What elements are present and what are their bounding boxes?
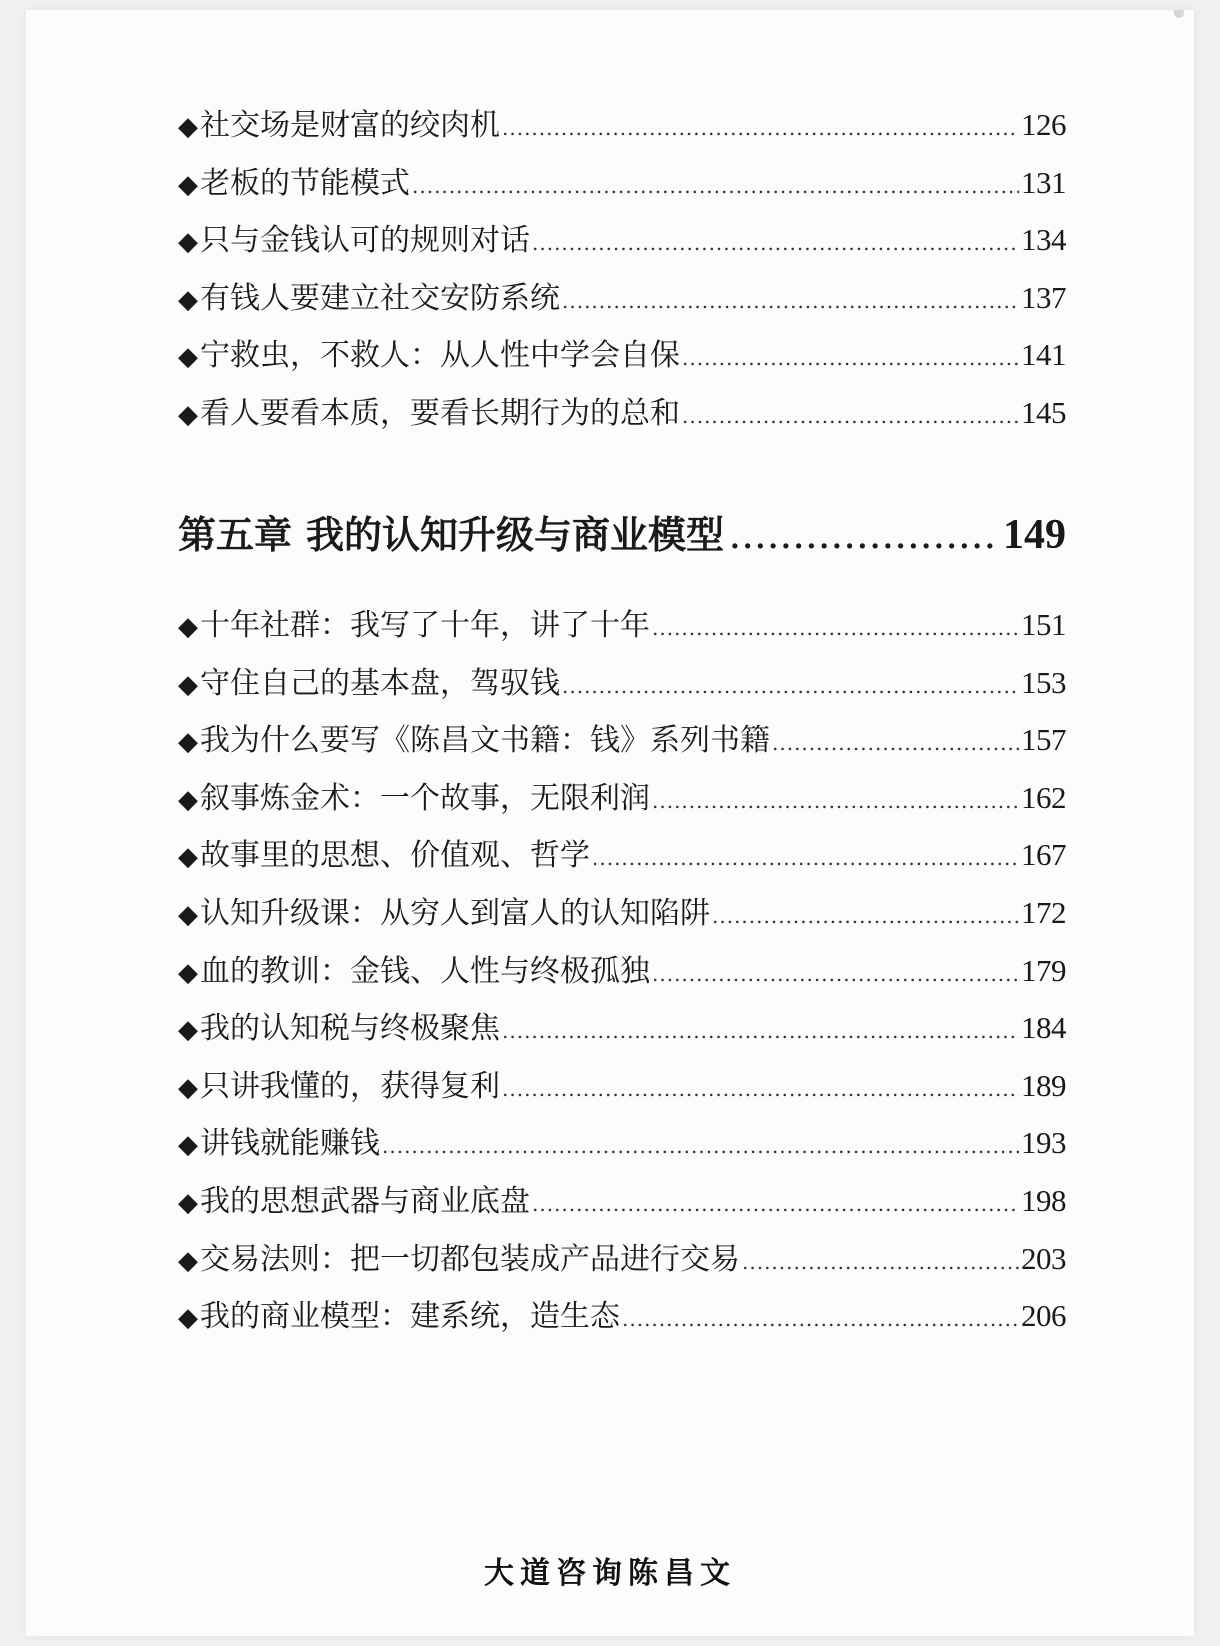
diamond-bullet-icon: ◆ — [178, 1130, 198, 1161]
toc-entry-page: 151 — [1021, 607, 1066, 642]
toc-entry — [178, 942, 1066, 1000]
dot-leader — [382, 1118, 1019, 1176]
dot-leader — [502, 100, 1019, 158]
diamond-bullet-icon: ◆ — [178, 1187, 198, 1218]
toc-entry-title: 有钱人要建立社交安防系统 — [200, 280, 560, 316]
dot-leader — [652, 946, 1019, 1004]
diamond-bullet-icon: ◆ — [178, 284, 198, 315]
toc-entry-page: 126 — [1021, 107, 1066, 142]
toc-entry-page: 137 — [1021, 279, 1066, 315]
dot-leader — [532, 1176, 1019, 1234]
toc-entry — [178, 96, 1066, 154]
toc-entry — [178, 884, 1066, 942]
toc-entry-page: 184 — [1021, 1010, 1066, 1046]
diamond-bullet-icon: ◆ — [178, 784, 198, 815]
dot-leader — [622, 1291, 1019, 1349]
diamond-bullet-icon: ◆ — [178, 227, 198, 258]
diamond-bullet-icon: ◆ — [178, 1072, 198, 1103]
diamond-bullet-icon: ◆ — [178, 1015, 198, 1046]
dot-leader — [772, 715, 1019, 773]
toc-entry — [178, 1287, 1066, 1345]
toc-entry — [178, 596, 1066, 654]
toc-entry-title: 交易法则：把一切都包装成产品进行交易 — [200, 1241, 740, 1277]
toc-entry-page: 198 — [1021, 1182, 1066, 1218]
toc-entry-title: 故事里的思想、价值观、哲学 — [200, 838, 590, 874]
toc-entry-page: 141 — [1021, 337, 1066, 373]
toc-entry-page: 193 — [1021, 1125, 1066, 1161]
toc-entry — [178, 269, 1066, 327]
toc-entry-page: 206 — [1021, 1298, 1066, 1334]
dot-leader — [742, 1234, 1019, 1292]
toc-entry — [178, 1057, 1066, 1115]
toc-entry-title: 我的思想武器与商业底盘 — [200, 1183, 530, 1219]
toc-entry — [178, 326, 1066, 384]
diamond-bullet-icon: ◆ — [178, 169, 198, 200]
chapter-label: 第五章 — [178, 512, 293, 557]
dot-leader — [712, 888, 1019, 946]
toc-entry-title: 认知升级课：从穷人到富人的认知陷阱 — [200, 895, 710, 931]
chapter-title: 我的认知升级与商业模型 — [306, 512, 725, 557]
toc-entry — [178, 1230, 1066, 1288]
toc-entry-page: 131 — [1021, 164, 1066, 200]
dot-leader — [412, 158, 1019, 216]
toc-entry-title: 讲钱就能赚钱 — [200, 1126, 380, 1162]
diamond-bullet-icon: ◆ — [178, 1245, 198, 1276]
diamond-bullet-icon: ◆ — [178, 112, 198, 142]
toc-entry — [178, 1172, 1066, 1230]
toc-entry — [178, 384, 1066, 442]
toc-entry-page: 153 — [1021, 664, 1066, 700]
toc-entry — [178, 826, 1066, 884]
toc-entry — [178, 1114, 1066, 1172]
toc-entry-page: 145 — [1021, 394, 1066, 430]
diamond-bullet-icon: ◆ — [178, 957, 198, 988]
toc-entry-page: 167 — [1021, 837, 1066, 873]
toc-entry-title: 老板的节能模式 — [200, 165, 410, 201]
toc-entry — [178, 211, 1066, 269]
toc-entry-title: 宁救虫，不救人：从人性中学会自保 — [200, 338, 680, 374]
toc-entry — [178, 654, 1066, 712]
toc-entry — [178, 769, 1066, 827]
diamond-bullet-icon: ◆ — [178, 842, 198, 873]
chapter-heading — [178, 500, 1066, 570]
toc-entry-title: 叙事炼金术：一个故事，无限利润 — [200, 780, 650, 816]
dot-leader — [532, 215, 1019, 273]
toc-entry-title: 十年社群：我写了十年，讲了十年 — [200, 608, 650, 643]
toc-entry-page: 189 — [1021, 1067, 1066, 1103]
corner-mark — [1174, 10, 1184, 18]
diamond-bullet-icon: ◆ — [178, 669, 198, 700]
toc-entry-page: 179 — [1021, 952, 1066, 988]
dot-leader — [562, 658, 1019, 716]
toc-entry-page: 172 — [1021, 894, 1066, 930]
toc-entry — [178, 999, 1066, 1057]
toc-entry-title: 我为什么要写《陈昌文书籍：钱》系列书籍 — [200, 723, 770, 759]
dot-leader — [502, 1003, 1019, 1061]
toc-list-previous-chapter — [178, 96, 1066, 442]
toc-entry-page: 203 — [1021, 1240, 1066, 1276]
chapter-page: 149 — [1003, 512, 1066, 558]
dot-leader — [652, 773, 1019, 831]
toc-entry-title: 只讲我懂的，获得复利 — [200, 1068, 500, 1104]
toc-entry-title: 我的商业模型：建系统，造生态 — [200, 1299, 620, 1335]
toc-entry-title: 看人要看本质，要看长期行为的总和 — [200, 395, 680, 431]
diamond-bullet-icon: ◆ — [178, 727, 198, 758]
toc-list-chapter-five — [178, 596, 1066, 1345]
toc-entry-title: 社交场是财富的绞肉机 — [200, 108, 500, 143]
dot-leader — [652, 600, 1019, 658]
dot-leader — [502, 1061, 1019, 1119]
toc-entry-title: 我的认知税与终极聚焦 — [200, 1011, 500, 1047]
diamond-bullet-icon: ◆ — [178, 1303, 198, 1334]
toc-entry-title: 守住自己的基本盘，驾驭钱 — [200, 665, 560, 701]
toc-entry-page: 162 — [1021, 779, 1066, 815]
diamond-bullet-icon: ◆ — [178, 399, 198, 430]
page-footer: 大道咨询陈昌文 — [484, 1556, 736, 1591]
diamond-bullet-icon: ◆ — [178, 899, 198, 930]
toc-entry-page: 134 — [1021, 222, 1066, 258]
dot-leader — [562, 273, 1019, 331]
toc-entry — [178, 154, 1066, 212]
dot-leader — [730, 504, 997, 574]
toc-entry-title: 只与金钱认可的规则对话 — [200, 223, 530, 259]
diamond-bullet-icon: ◆ — [178, 342, 198, 373]
dot-leader — [592, 830, 1019, 888]
dot-leader — [682, 388, 1019, 446]
toc-entry-page: 157 — [1021, 722, 1066, 758]
toc-entry — [178, 711, 1066, 769]
toc-entry-title: 血的教训：金钱、人性与终极孤独 — [200, 953, 650, 989]
dot-leader — [682, 330, 1019, 388]
diamond-bullet-icon: ◆ — [178, 612, 198, 642]
